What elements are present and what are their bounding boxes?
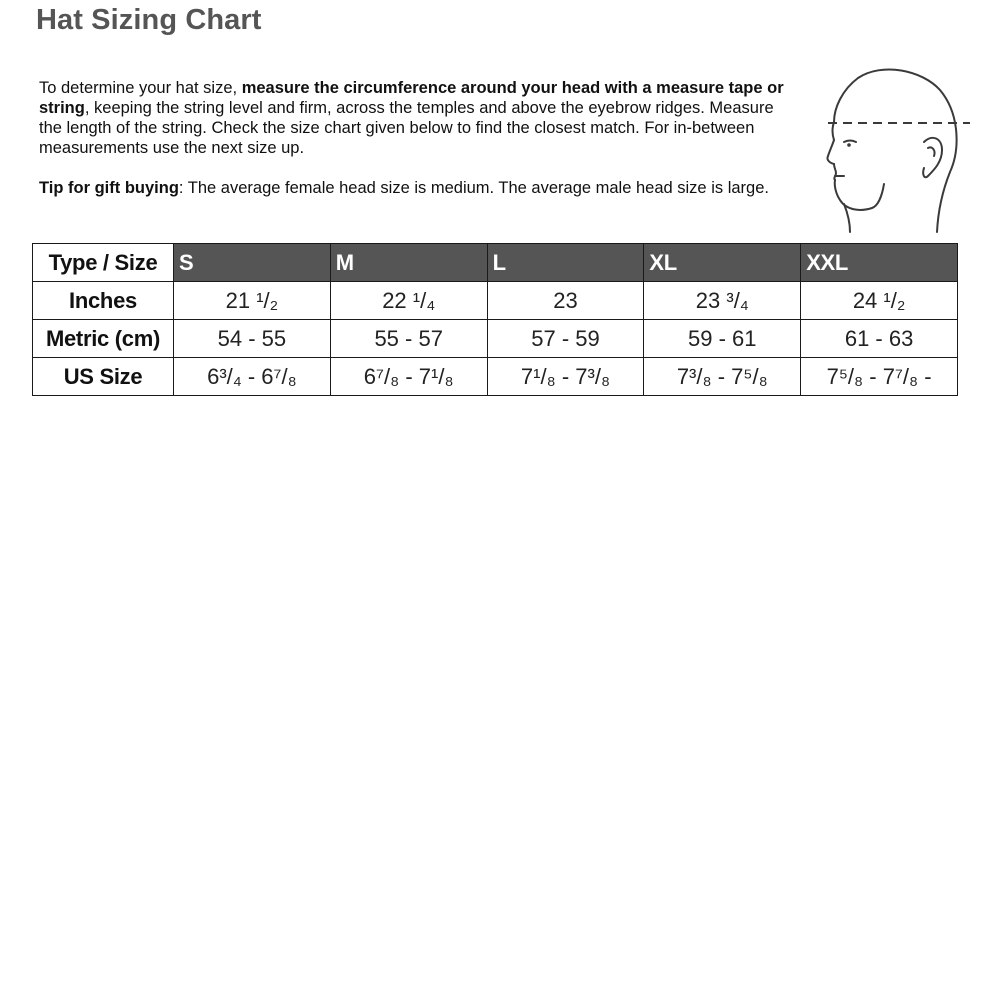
table-cell: 21 ¹/₂ bbox=[174, 282, 331, 320]
table-cell: 23 ³/₄ bbox=[644, 282, 801, 320]
size-header-s: S bbox=[174, 244, 331, 282]
instructions bbox=[39, 78, 799, 198]
table-cell: 55 - 57 bbox=[330, 320, 487, 358]
table-cell: 54 - 55 bbox=[174, 320, 331, 358]
table-cell: 6³/₄ - 6⁷/₈ bbox=[174, 358, 331, 396]
gift-tip-label: Tip for gift buying bbox=[39, 179, 179, 197]
table-cell: 7³/₈ - 7⁵/₈ bbox=[644, 358, 801, 396]
row-label-us-size: US Size bbox=[33, 358, 174, 396]
row-label-metric: Metric (cm) bbox=[33, 320, 174, 358]
table-row-inches bbox=[33, 282, 958, 320]
table-cell: 22 ¹/₄ bbox=[330, 282, 487, 320]
corner-label: Type / Size bbox=[33, 244, 174, 282]
table-row-metric bbox=[33, 320, 958, 358]
measure-text-prefix: To determine your hat size, bbox=[39, 79, 242, 97]
size-header-m: M bbox=[330, 244, 487, 282]
table-cell: 7¹/₈ - 7³/₈ bbox=[487, 358, 644, 396]
size-header-l: L bbox=[487, 244, 644, 282]
table-cell: 61 - 63 bbox=[801, 320, 958, 358]
table-cell: 57 - 59 bbox=[487, 320, 644, 358]
gift-tip bbox=[39, 178, 799, 198]
size-header-xl: XL bbox=[644, 244, 801, 282]
table-cell: 7⁵/₈ - 7⁷/₈ - bbox=[801, 358, 958, 396]
size-header-xxl: XXL bbox=[801, 244, 958, 282]
measure-text-bold: measure the circumference around your head with a measure tape or string bbox=[39, 79, 784, 117]
gift-tip-text: : The average female head size is medium. The average male head size is large. bbox=[178, 179, 769, 197]
table-cell: 6⁷/₈ - 7¹/₈ bbox=[330, 358, 487, 396]
row-label-inches: Inches bbox=[33, 282, 174, 320]
table-cell: 59 - 61 bbox=[644, 320, 801, 358]
head-measurement-icon bbox=[820, 64, 972, 234]
measure-text-rest: , keeping the string level and firm, across the temples and above the eyebrow ridges. Measure the length of the string. Check the size chart given below to find the closest match. For in-between measurements use the next size up. bbox=[39, 99, 774, 157]
size-chart-table bbox=[32, 243, 958, 396]
table-cell: 24 ¹/₂ bbox=[801, 282, 958, 320]
table-cell: 23 bbox=[487, 282, 644, 320]
measure-instructions bbox=[39, 78, 799, 158]
page-title: Hat Sizing Chart bbox=[36, 4, 262, 36]
table-row-us-size bbox=[33, 358, 958, 396]
table-header-row bbox=[33, 244, 958, 282]
